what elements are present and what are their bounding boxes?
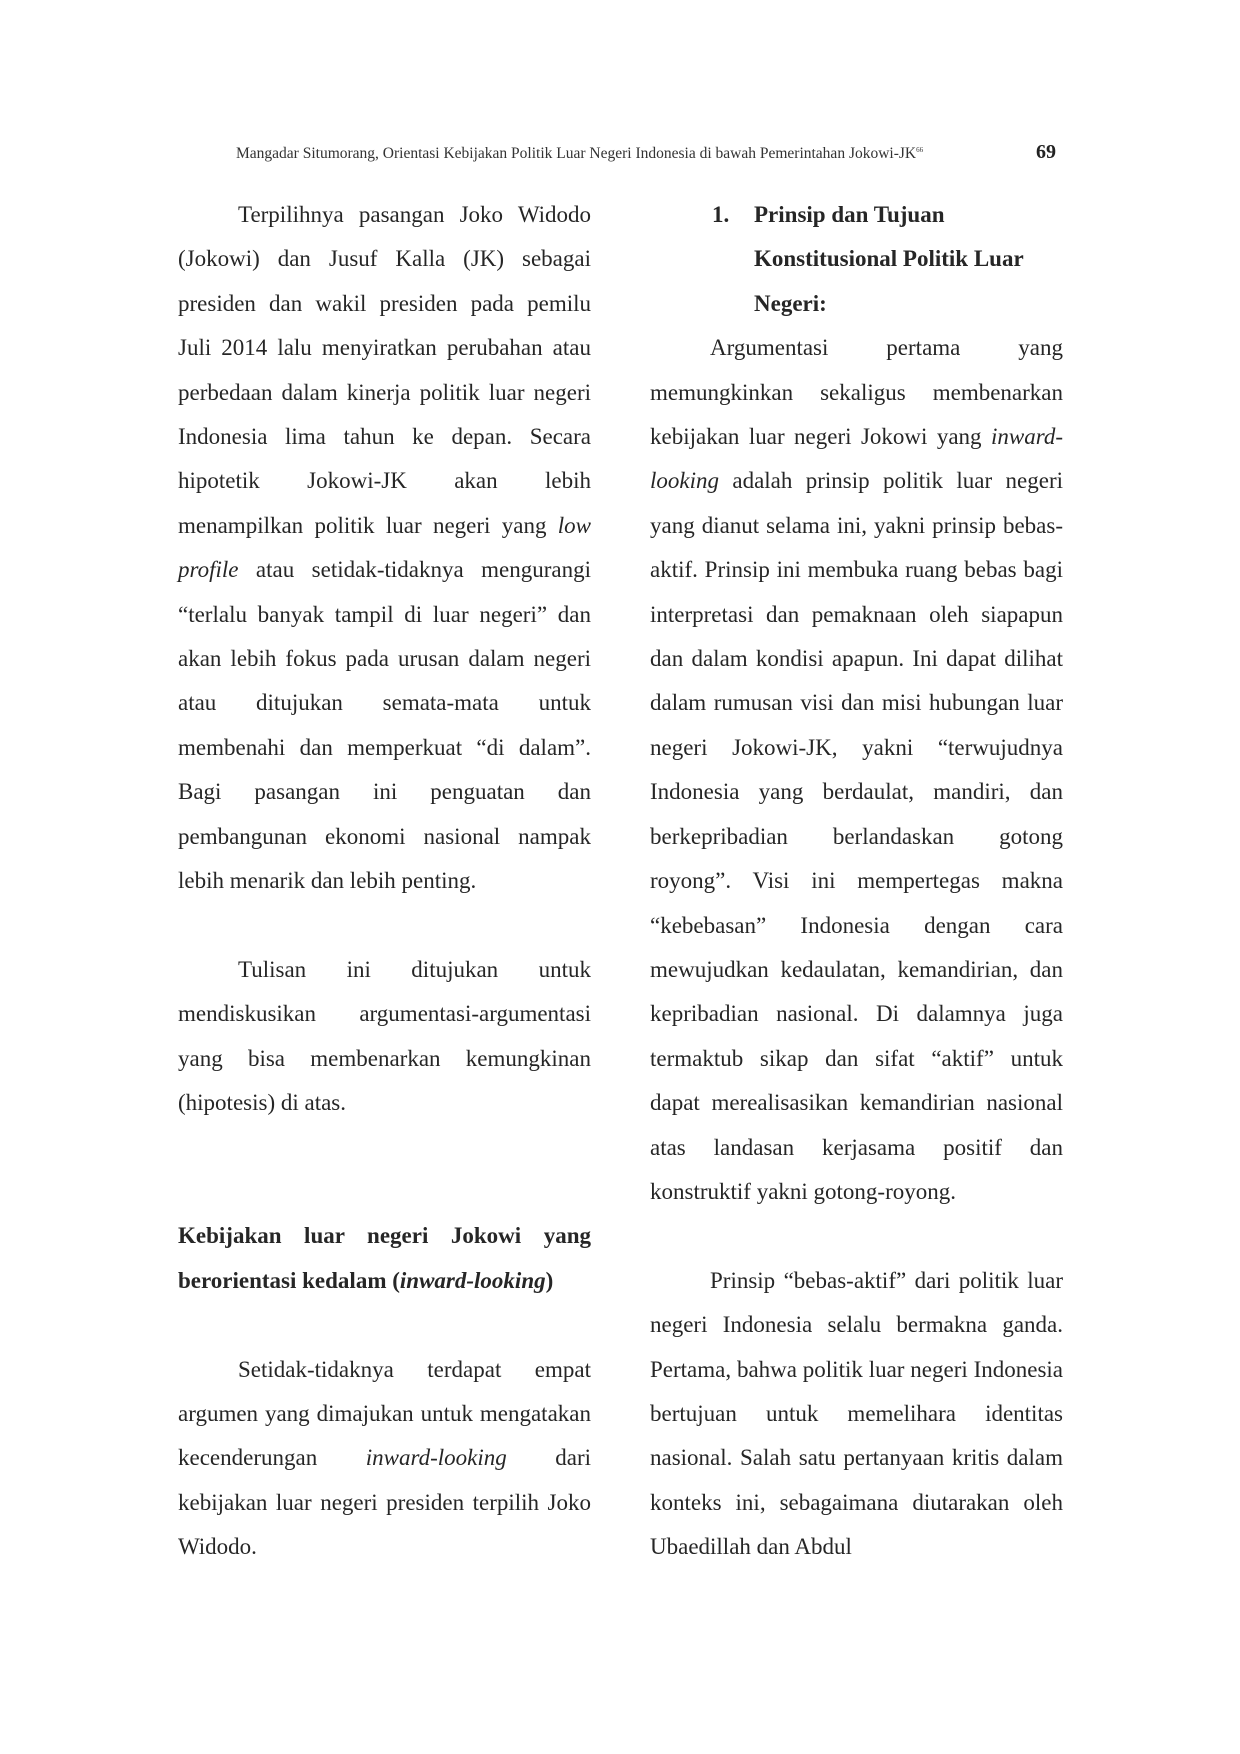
left-paragraph-1-italic: low profile	[178, 512, 591, 583]
left-paragraph-3	[178, 1348, 591, 1570]
heading-close: )	[545, 1267, 554, 1293]
left-paragraph-1-rest: atau setidak-tidaknya mengurangi “terlalu banyak tampil di luar negeri” dan akan lebih fokus pada urusan dalam negeri atau ditujukan semata-mata untuk membenahi dan memperkuat “di dalam”. Bagi pasangan ini penguatan dan pembangunan ekonomi nasional nampak lebih menarik dan lebih penting.	[178, 557, 591, 894]
page-number: 69	[1036, 141, 1056, 163]
subsection-title: Prinsip dan Tujuan Konstitusional Politik Luar Negeri:	[754, 202, 1024, 316]
right-paragraph-1-text: Argumentasi pertama yang memungkinkan sekaligus membenarkan kebijakan luar negeri Jokowi yang	[650, 335, 1063, 450]
spacer	[650, 1214, 1063, 1258]
right-paragraph-1-rest: adalah prinsip politik luar negeri yang dianut selama ini, yakni prinsip bebas-aktif. Prinsip ini membuka ruang bebas bagi interpretasi dan pemaknaan oleh siapapun dan dalam kondisi apapun. Ini dapat dilihat dalam rumusan visi dan misi hubungan luar negeri Jokowi-JK, yakni “terwujudnya Indonesia yang berdaulat, mandiri, dan berkepribadian berlandaskan gotong royong”. Visi ini mempertegas makna “kebebasan” Indonesia dengan cara mewujudkan kedaulatan, kemandirian, dan kepribadian nasional. Di dalamnya juga termaktub sikap dan sifat “aktif” untuk dapat merealisasikan kemandirian nasional atas landasan kerjasama positif dan konstruktif yakni gotong-royong.	[650, 468, 1063, 1204]
right-paragraph-2: Prinsip “bebas-aktif” dari politik luar negeri Indonesia selalu bermakna ganda. Pertama, bahwa politik luar negeri Indonesia bertujuan untuk memelihara identitas nasional. Salah satu pertanyaan kritis dalam konteks ini, sebagaimana diutarakan oleh Ubaedillah dan Abdul	[650, 1267, 1063, 1560]
subsection-number: 1.	[712, 202, 730, 227]
footnote-mark: 66	[916, 145, 924, 154]
running-head	[236, 145, 923, 163]
left-paragraph-3-italic: inward-looking	[365, 1445, 507, 1471]
left-paragraph-2: Tulisan ini ditujukan untuk mendiskusikan argumentasi-argumentasi yang bisa membenarkan kemungkinan (hipotesis) di atas.	[178, 956, 591, 1116]
left-paragraph-1-text: Terpilihnya pasangan Joko Widodo (Jokowi) dan Jusuf Kalla (JK) sebagai presiden dan wakil presiden pada pemilu Juli 2014 lalu menyiratkan perubahan atau perbedaan dalam kinerja politik luar negeri Indonesia lima tahun ke depan. Secara hipotetik Jokowi-JK akan lebih menampilkan politik luar negeri yang	[178, 202, 591, 538]
right-paragraph-1	[650, 326, 1063, 1214]
spacer	[178, 1303, 591, 1347]
heading-italic: inward-looking	[399, 1267, 546, 1293]
left-paragraph-1	[178, 193, 591, 904]
section-heading-inward-looking	[178, 1214, 591, 1303]
right-paragraph-1-italic: inward-looking	[650, 424, 1063, 494]
running-head-text: Mangadar Situmorang, Orientasi Kebijakan Politik Luar Negeri Indonesia di bawah Pemerintahan Jokowi-JK	[236, 145, 917, 162]
spacer	[178, 1126, 591, 1215]
subsection-heading	[650, 193, 1063, 326]
spacer	[178, 904, 591, 948]
left-paragraph-3-text: Setidak-tidaknya terdapat empat argumen yang dimajukan untuk mengatakan kecenderungan	[178, 1356, 591, 1471]
heading-text: Kebijakan luar negeri Jokowi yang berorientasi kedalam (	[178, 1223, 591, 1293]
left-paragraph-3-rest: dari kebijakan luar negeri presiden terpilih Joko Widodo.	[178, 1445, 591, 1560]
right-column	[650, 193, 1063, 1570]
left-column	[178, 193, 591, 1570]
